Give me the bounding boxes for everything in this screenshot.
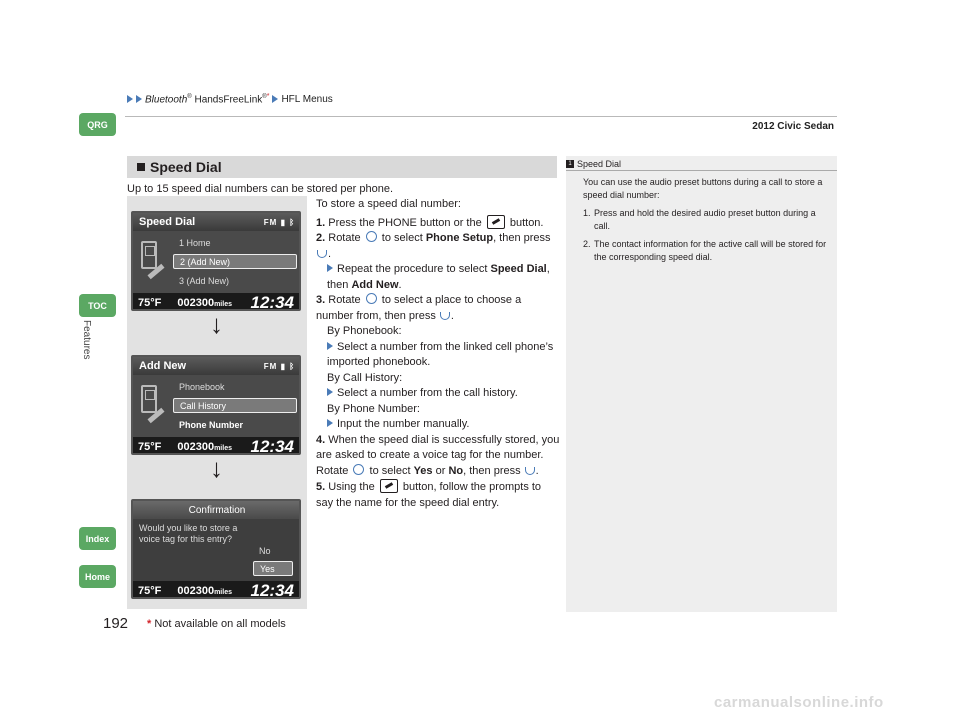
step-3-call-history: By Call History: — [327, 371, 403, 384]
list-item-selected: 2 (Add New) — [173, 254, 297, 269]
section-title: Speed Dial — [150, 159, 222, 175]
breadcrumb-link-hfl-menus[interactable]: HFL Menus — [281, 93, 333, 105]
temperature: 75°F — [138, 585, 162, 597]
status-icons: FM ▮ ᛒ — [263, 361, 295, 371]
phone-icon — [141, 385, 157, 413]
watermark: carmanualsonline.info — [714, 694, 884, 711]
substep-arrow-icon — [327, 388, 333, 396]
page-number: 192 — [103, 615, 129, 632]
side-note-intro: You can use the audio preset buttons during a call to store a speed dial number: — [583, 177, 823, 200]
confirmation-message: Would you like to store a voice tag for this entry? — [139, 523, 238, 544]
substep-arrow-icon — [327, 342, 333, 350]
step-1: 1. Press the PHONE button or the button. — [316, 216, 544, 229]
breadcrumb-arrow-icon — [136, 95, 142, 103]
press-knob-icon — [525, 467, 535, 475]
list-item: Phonebook — [179, 381, 225, 392]
step-3-phone-number-sub: Input the number manually. — [316, 417, 561, 433]
steps — [316, 197, 561, 511]
section-intro: Up to 15 speed dial numbers can be stored per phone. — [127, 183, 394, 195]
header-rule — [125, 116, 837, 117]
odometer: 002300miles — [177, 297, 232, 309]
breadcrumb — [127, 93, 333, 105]
clock: 12:34 — [250, 581, 294, 599]
substep-arrow-icon — [327, 419, 333, 427]
side-note-body — [583, 176, 831, 263]
section-heading — [127, 156, 557, 178]
screen-title: Confirmation — [188, 504, 246, 516]
tab-toc[interactable]: TOC — [79, 294, 116, 317]
rotate-knob-icon — [366, 293, 377, 304]
step-3-phone-number: By Phone Number: — [327, 402, 420, 415]
tab-home[interactable]: Home — [79, 565, 116, 588]
list-item-selected: Call History — [173, 398, 297, 413]
model-title: 2012 Civic Sedan — [752, 121, 834, 132]
option-no: No — [259, 545, 271, 556]
odometer: 002300miles — [177, 585, 232, 597]
step-3-phonebook-sub: Select a number from the linked cell phone’s imported phonebook. — [327, 340, 554, 368]
side-note-heading: 1 Speed Dial — [566, 159, 621, 169]
footnote: * Not available on all models — [147, 618, 286, 630]
list-item: 1 Home — [179, 237, 211, 248]
step-5: 5. Using the button, follow the prompts to say the name for the speed dial entry. — [316, 481, 542, 509]
step-2: 2. Rotate to select Phone Setup, then press . — [316, 232, 551, 260]
tab-qrg[interactable]: QRG — [79, 113, 116, 136]
screen-title: Speed Dial — [139, 216, 196, 228]
temperature: 75°F — [138, 297, 162, 309]
clock: 12:34 — [250, 293, 294, 311]
step-4: 4. When the speed dial is successfully stored, you are asked to create a voice tag for the number. Rotate to select Yes or No, then press . — [316, 433, 560, 477]
option-yes: Yes — [253, 561, 293, 576]
note-marker-icon: 1 — [566, 160, 574, 168]
temperature: 75°F — [138, 441, 162, 453]
step-3-call-history-sub: Select a number from the call history. — [316, 386, 561, 402]
down-arrow-icon: ↓ — [210, 309, 223, 339]
screen-confirmation — [131, 499, 301, 599]
substep-arrow-icon — [327, 264, 333, 272]
press-knob-icon — [440, 312, 450, 320]
breadcrumb-arrow-icon — [272, 95, 278, 103]
rotate-knob-icon — [353, 464, 364, 475]
screen-add-new — [131, 355, 301, 455]
phone-icon — [141, 241, 157, 269]
list-item: Phone Number — [179, 419, 244, 430]
screen-title: Add New — [139, 360, 187, 372]
odometer: 002300miles — [177, 441, 232, 453]
tab-index[interactable]: Index — [79, 527, 116, 550]
screen-speed-dial — [131, 211, 301, 311]
step-3: 3. Rotate to select a place to choose a number from, then press . — [316, 294, 522, 322]
chapter-label-features: Features — [81, 320, 92, 360]
breadcrumb-link-bluetooth[interactable]: Bluetooth® HandsFreeLink®* — [145, 93, 270, 106]
step-2-sub: Repeat the procedure to select Speed Dial, then Add New. — [327, 263, 550, 291]
step-3-phonebook: By Phonebook: — [327, 325, 402, 337]
press-knob-icon — [317, 250, 327, 258]
rotate-knob-icon — [366, 231, 377, 242]
down-arrow-icon: ↓ — [210, 453, 223, 483]
side-note-rule — [566, 170, 837, 171]
breadcrumb-arrow-icon — [127, 95, 133, 103]
steps-lead: To store a speed dial number: — [316, 198, 461, 210]
list-item: 1. Press and hold the desired audio preset button during a call. — [583, 208, 816, 231]
section-square-icon — [137, 163, 145, 171]
list-item: 2. The contact information for the active call will be stored for the corresponding speed dial. — [583, 239, 827, 262]
status-icons: FM ▮ ᛒ — [263, 217, 295, 227]
list-item: 3 (Add New) — [179, 275, 230, 286]
talk-button-icon — [380, 479, 398, 493]
phone-button-icon — [487, 215, 505, 229]
clock: 12:34 — [250, 437, 294, 455]
